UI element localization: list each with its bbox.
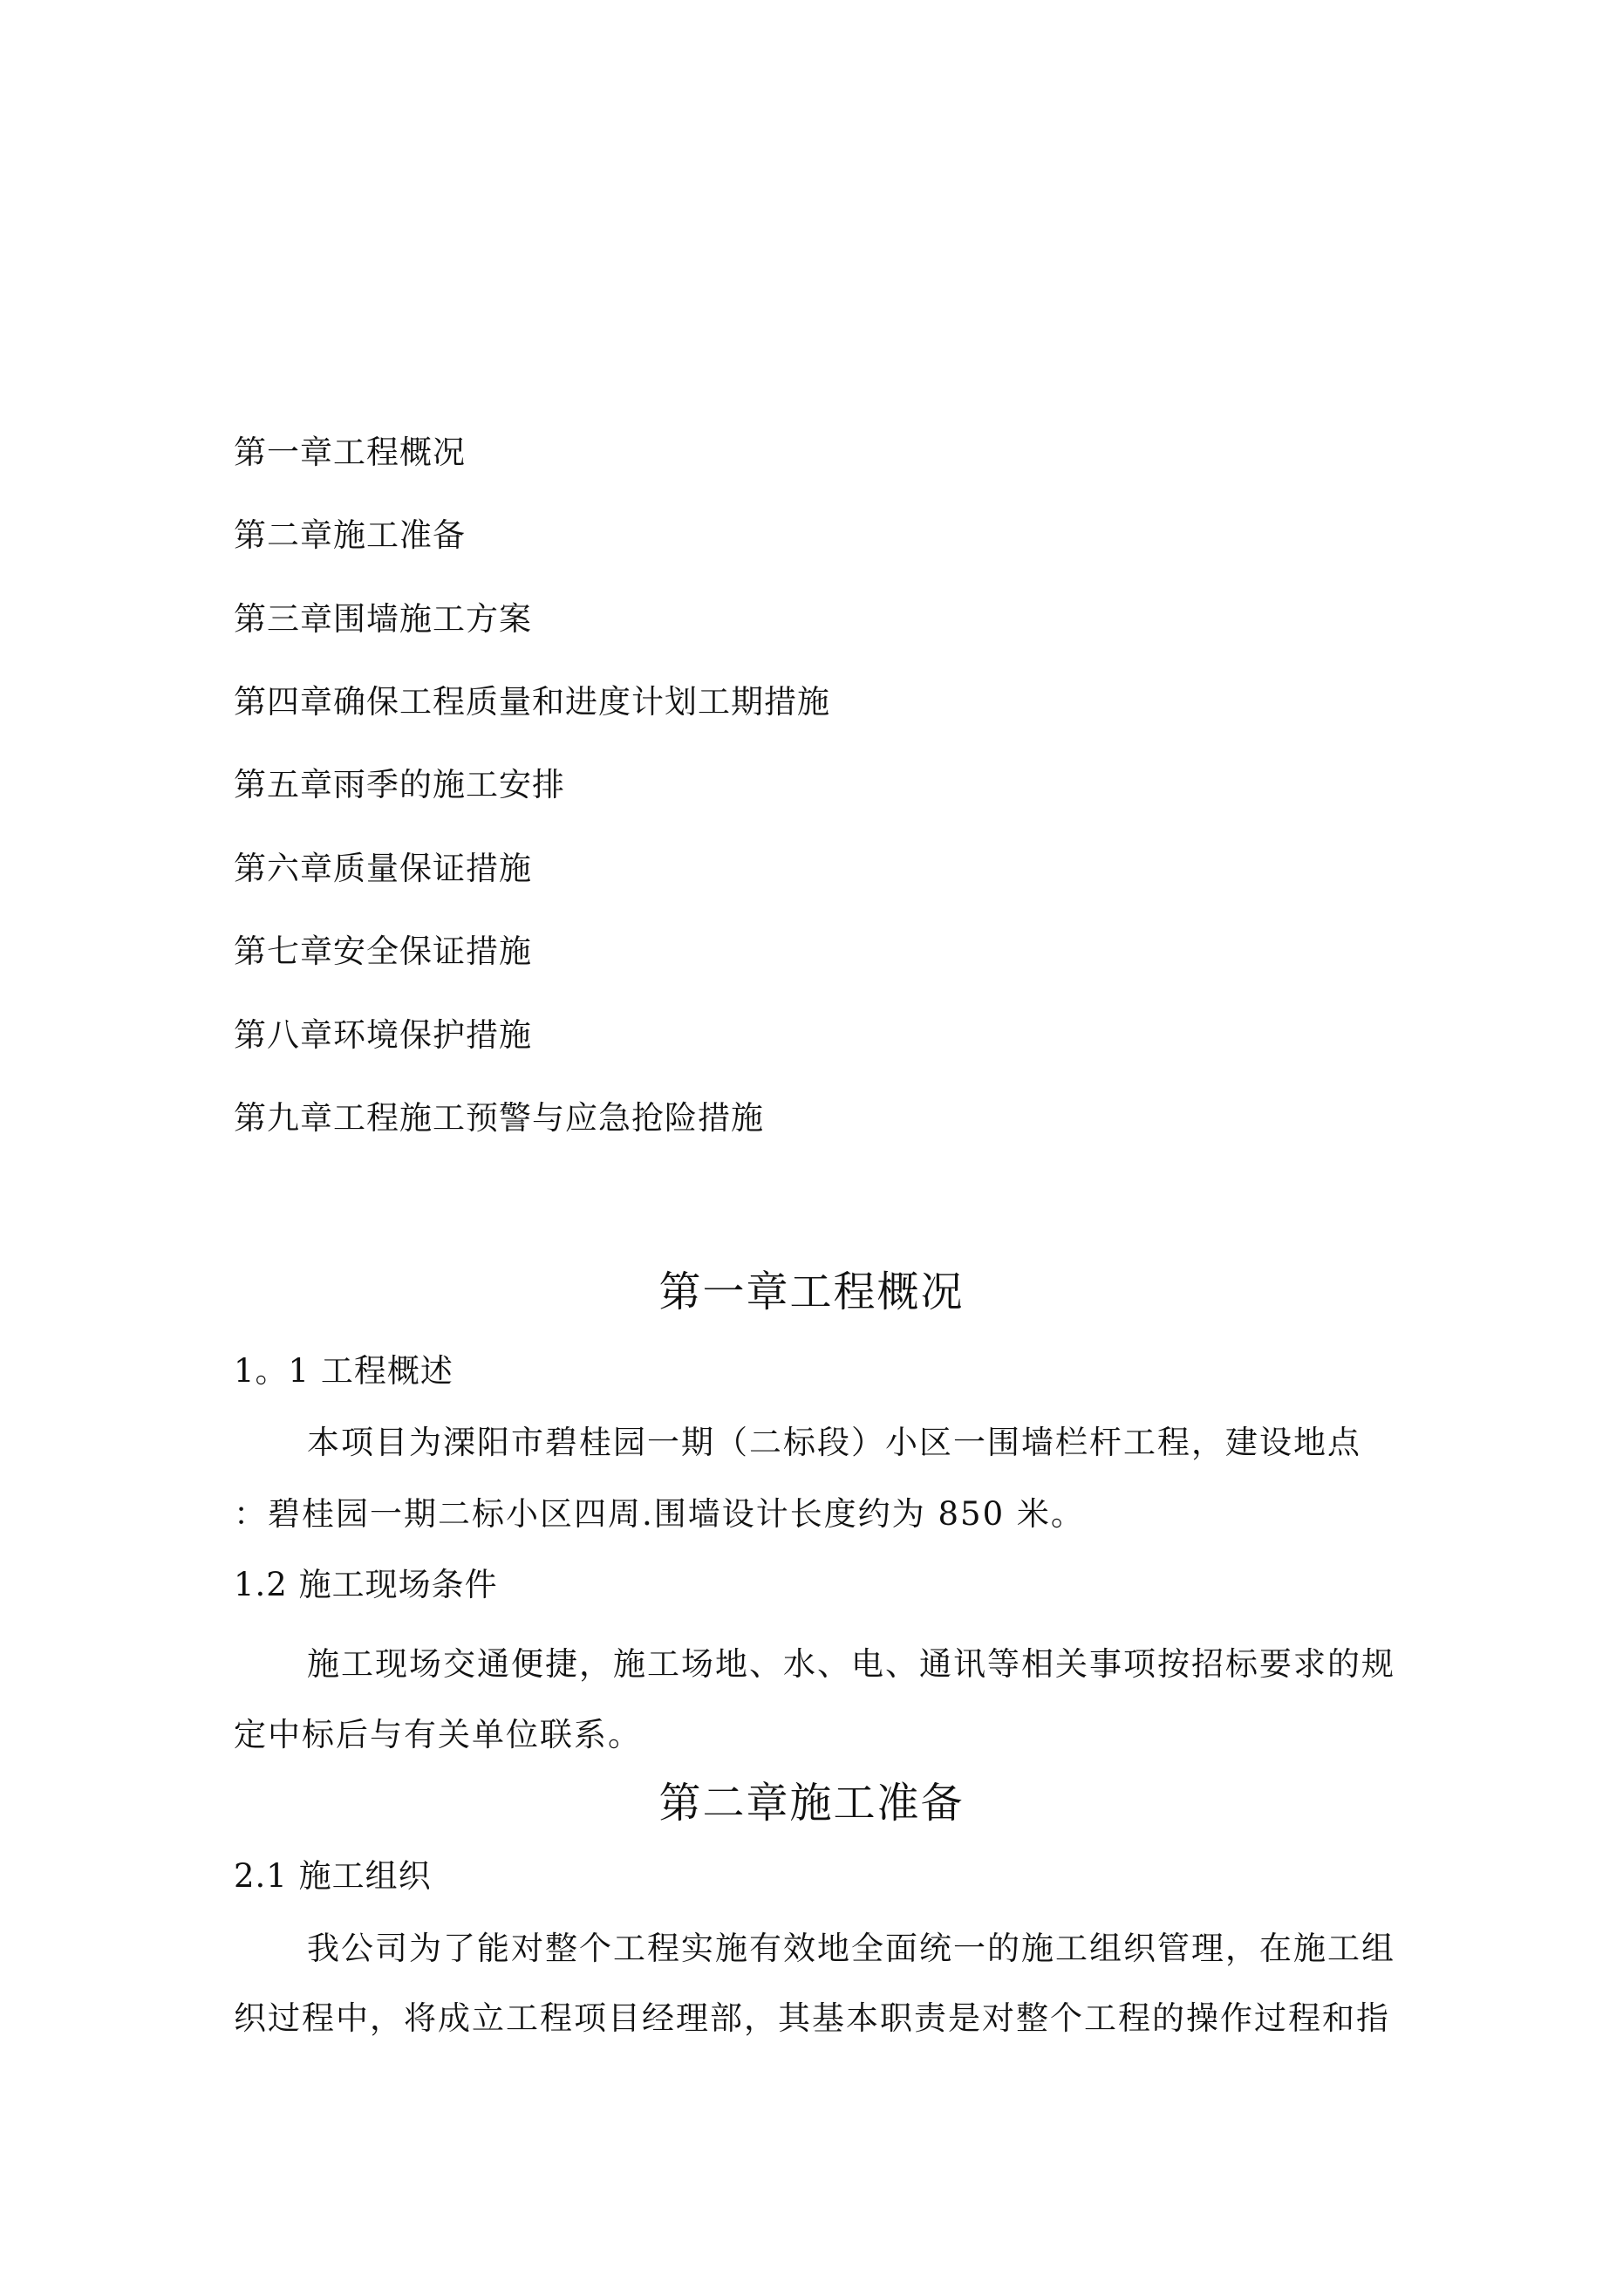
toc-item-chapter-4: 第四章确保工程质量和进度计划工期措施 bbox=[234, 683, 830, 721]
chapter-1-title: 第一章工程概况 bbox=[658, 1268, 965, 1316]
toc-item-chapter-5: 第五章雨季的施工安排 bbox=[234, 766, 565, 803]
section-2-1-paragraph-line-2: 织过程中，将成立工程项目经理部，其基本职责是对整个工程的操作过程和指 bbox=[234, 1999, 1390, 2037]
section-1-2-paragraph-line-2: 定中标后与有关单位联系。 bbox=[234, 1716, 642, 1753]
toc-item-chapter-6: 第六章质量保证措施 bbox=[234, 850, 532, 887]
section-1-1-paragraph-line-2: ：碧桂园一期二标小区四周.围墙设计长度约为 850 米。 bbox=[234, 1495, 1085, 1533]
section-2-1-heading: 2.1 施工组织 bbox=[234, 1857, 432, 1895]
section-2-1-paragraph-line-1: 我公司为了能对整个工程实施有效地全面统一的施工组织管理，在施工组 bbox=[307, 1930, 1395, 1967]
toc-item-chapter-7: 第七章安全保证措施 bbox=[234, 933, 532, 970]
toc-item-chapter-9: 第九章工程施工预警与应急抢险措施 bbox=[234, 1099, 764, 1137]
toc-item-chapter-8: 第八章环境保护措施 bbox=[234, 1016, 532, 1054]
section-1-2-heading: 1.2 施工现场条件 bbox=[234, 1566, 498, 1603]
toc-item-chapter-1: 第一章工程概况 bbox=[234, 434, 466, 471]
chapter-2-title: 第二章施工准备 bbox=[658, 1779, 965, 1828]
section-1-1-heading: 1。1 工程概述 bbox=[234, 1352, 453, 1390]
toc-item-chapter-2: 第二章施工准备 bbox=[234, 516, 466, 554]
toc-item-chapter-3: 第三章围墙施工方案 bbox=[234, 600, 532, 638]
section-1-1-paragraph-line-1: 本项目为溧阳市碧桂园一期（二标段）小区一围墙栏杆工程，建设地点 bbox=[307, 1424, 1361, 1461]
section-1-2-paragraph-line-1: 施工现场交通便捷，施工场地、水、电、通讯等相关事项按招标要求的规 bbox=[307, 1645, 1395, 1683]
